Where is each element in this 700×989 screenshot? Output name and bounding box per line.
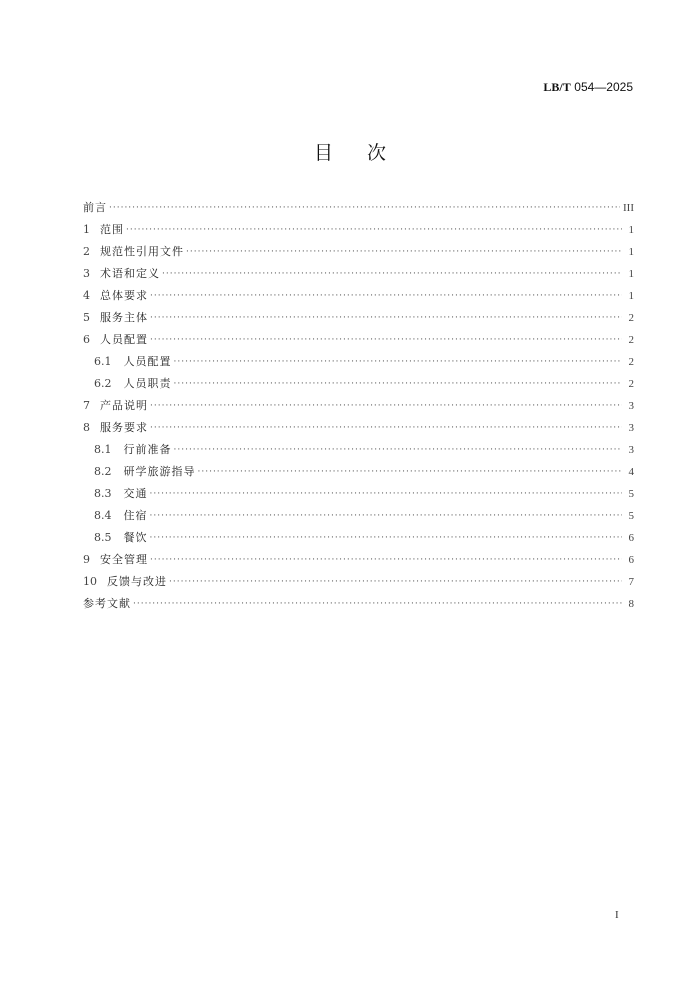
toc-number: 3 <box>83 267 90 280</box>
toc-label: 人员配置 <box>123 355 172 368</box>
toc-entry-8[interactable] <box>83 417 634 439</box>
toc-number: 8.1 <box>94 443 112 456</box>
toc-entry-6-1[interactable] <box>83 351 634 373</box>
toc-number: 8.2 <box>94 465 112 478</box>
toc-page: 2 <box>628 356 634 368</box>
toc-label: 餐饮 <box>123 531 148 544</box>
toc-page: 6 <box>628 532 634 544</box>
toc-number: 6.1 <box>94 355 112 368</box>
toc-number: 6 <box>83 333 90 346</box>
toc-number: 10 <box>83 575 97 588</box>
toc-page: 3 <box>628 400 634 412</box>
toc-leader <box>186 241 622 263</box>
toc-leader <box>150 505 623 527</box>
toc-leader <box>150 483 623 505</box>
toc-label: 人员配置 <box>100 333 148 346</box>
toc-leader <box>150 549 622 571</box>
toc-entry-8-5[interactable] <box>83 527 634 549</box>
toc-number: 8 <box>83 421 90 434</box>
toc-leader <box>174 351 623 373</box>
toc-leader <box>174 373 623 395</box>
toc-label: 反馈与改进 <box>107 575 167 588</box>
toc-entry-bibliography[interactable] <box>83 593 634 615</box>
toc-label: 前言 <box>83 201 107 214</box>
toc-page: 1 <box>628 246 634 258</box>
toc-label: 参考文献 <box>83 597 131 610</box>
standard-code-number: 054—2025 <box>574 80 633 94</box>
toc-label: 服务主体 <box>100 311 148 324</box>
toc-number: 1 <box>83 223 90 236</box>
toc-number: 8.5 <box>94 531 112 544</box>
toc-number: 6.2 <box>94 377 112 390</box>
toc-number: 4 <box>83 289 90 302</box>
toc-label: 规范性引用文件 <box>100 245 184 258</box>
toc-leader <box>109 197 620 219</box>
toc-page: 2 <box>628 312 634 324</box>
toc-label: 人员职责 <box>123 377 172 390</box>
toc-entry-10[interactable] <box>83 571 634 593</box>
toc-entry-6[interactable] <box>83 329 634 351</box>
toc-page: 2 <box>628 378 634 390</box>
title-char-2: 次 <box>367 142 387 164</box>
toc-label: 范围 <box>100 223 124 236</box>
toc-label: 交通 <box>123 487 148 500</box>
toc-leader <box>169 571 622 593</box>
toc-entry-9[interactable] <box>83 549 634 571</box>
toc-number: 2 <box>83 245 90 258</box>
toc-entry-4[interactable] <box>83 285 634 307</box>
toc-label: 住宿 <box>123 509 148 522</box>
toc-leader <box>198 461 623 483</box>
toc-entry-1[interactable] <box>83 219 634 241</box>
toc-entry-8-2[interactable] <box>83 461 634 483</box>
toc-entry-8-1[interactable] <box>83 439 634 461</box>
toc-entry-foreword[interactable] <box>83 197 634 219</box>
toc-leader <box>150 285 622 307</box>
toc-label: 安全管理 <box>100 553 148 566</box>
toc-page: 6 <box>628 554 634 566</box>
toc-entry-2[interactable] <box>83 241 634 263</box>
toc-leader <box>150 329 622 351</box>
toc-entry-5[interactable] <box>83 307 634 329</box>
toc-leader <box>133 593 622 615</box>
toc-label: 行前准备 <box>123 443 172 456</box>
table-of-contents <box>83 197 634 615</box>
toc-leader <box>150 307 622 329</box>
toc-page: 3 <box>628 422 634 434</box>
footer-page-number: I <box>615 909 619 921</box>
toc-entry-7[interactable] <box>83 395 634 417</box>
toc-label: 服务要求 <box>100 421 148 434</box>
toc-page: 1 <box>628 224 634 236</box>
toc-leader <box>174 439 623 461</box>
toc-entry-8-3[interactable] <box>83 483 634 505</box>
toc-page: III <box>623 202 634 214</box>
page-title <box>0 138 700 165</box>
toc-page: 7 <box>628 576 634 588</box>
toc-label: 总体要求 <box>100 289 148 302</box>
toc-leader <box>150 395 622 417</box>
toc-page: 1 <box>628 268 634 280</box>
toc-leader <box>150 417 622 439</box>
toc-entry-8-4[interactable] <box>83 505 634 527</box>
toc-number: 8.3 <box>94 487 112 500</box>
toc-label: 产品说明 <box>100 399 148 412</box>
toc-number: 7 <box>83 399 90 412</box>
toc-leader <box>162 263 622 285</box>
toc-entry-6-2[interactable] <box>83 373 634 395</box>
standard-code-prefix: LB/T <box>543 80 571 94</box>
toc-number: 8.4 <box>94 509 112 522</box>
toc-leader <box>150 527 623 549</box>
toc-entry-3[interactable] <box>83 263 634 285</box>
toc-leader <box>126 219 622 241</box>
toc-page: 5 <box>628 510 634 522</box>
toc-page: 4 <box>628 466 634 478</box>
toc-page: 2 <box>628 334 634 346</box>
toc-number: 9 <box>83 553 90 566</box>
toc-label: 研学旅游指导 <box>123 465 196 478</box>
toc-page: 5 <box>628 488 634 500</box>
standard-code <box>543 80 633 95</box>
toc-page: 1 <box>628 290 634 302</box>
toc-page: 8 <box>628 598 634 610</box>
toc-number: 5 <box>83 311 90 324</box>
toc-label: 术语和定义 <box>100 267 160 280</box>
toc-page: 3 <box>628 444 634 456</box>
title-char-1: 目 <box>313 142 333 164</box>
